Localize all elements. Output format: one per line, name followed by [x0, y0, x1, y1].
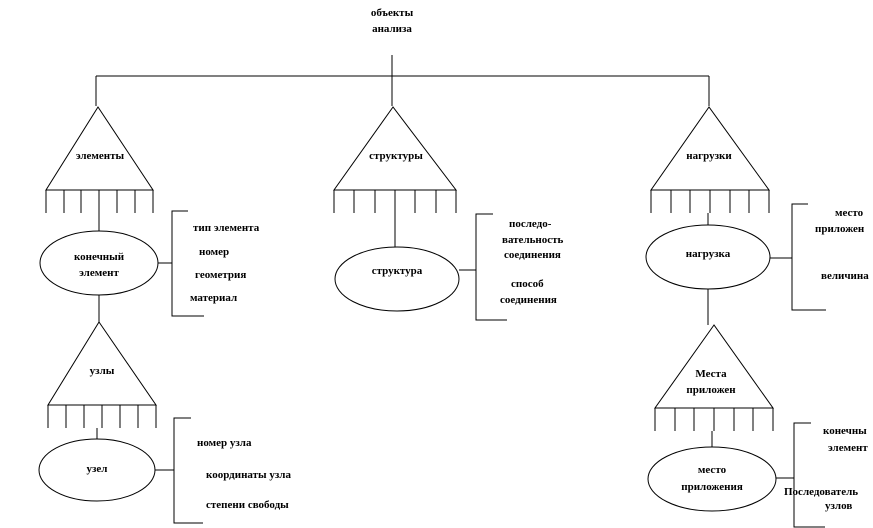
- places-comb: [655, 408, 773, 431]
- places-attr-seq-1: Последователь: [784, 486, 859, 498]
- structures-triangle-label: структуры: [369, 150, 423, 162]
- loads-comb: [651, 190, 769, 213]
- structures-attr-method-1: способ: [511, 278, 544, 290]
- places-attr-seq-2: узлов: [825, 500, 853, 512]
- place-label-line2: приложения: [681, 481, 743, 493]
- elements-attr-material: материал: [190, 292, 238, 304]
- loads-attr-magnitude: величина: [821, 270, 869, 282]
- nodes-comb: [48, 405, 156, 428]
- finite-element-label-line1: конечный: [73, 251, 125, 263]
- root-label-line2: анализа: [372, 23, 412, 35]
- loads-triangle-label: нагрузки: [686, 150, 732, 162]
- places-triangle-label-line1: Места: [695, 368, 727, 380]
- structures-attr-seq-1: последо-: [509, 218, 552, 230]
- nodes-branch: [39, 295, 291, 523]
- elements-attr-number: номер: [199, 246, 230, 258]
- places-attr-fe-1: конечны: [823, 425, 867, 437]
- structures-attr-method-2: соединения: [500, 294, 557, 306]
- places-triangle-label-line2: приложен: [686, 384, 736, 396]
- elements-attr-type: тип элемента: [193, 222, 260, 234]
- nodes-attr-number: номер узла: [197, 437, 252, 449]
- nodes-attr-coordinates: координаты узла: [206, 469, 291, 481]
- load-label: нагрузка: [685, 248, 731, 260]
- elements-triangle: [46, 107, 153, 190]
- node-label: узел: [86, 463, 108, 475]
- structure-label: структура: [371, 265, 423, 277]
- place-label-line1: место: [697, 464, 727, 476]
- structures-comb: [334, 190, 456, 213]
- structures-attr-seq-2: вательность: [502, 234, 564, 246]
- elements-attr-geometry: геометрия: [195, 269, 247, 281]
- structure-ellipse: [335, 247, 459, 311]
- structures-branch: [334, 107, 564, 320]
- loads-attribute-bracket: [792, 204, 826, 310]
- nodes-attribute-bracket: [174, 418, 203, 523]
- elements-triangle-label: элементы: [75, 150, 125, 162]
- places-attribute-bracket: [794, 423, 825, 527]
- finite-element-label-line2: элемент: [79, 267, 119, 279]
- elements-branch: [40, 107, 260, 316]
- structures-attr-seq-3: соединения: [504, 249, 561, 261]
- places-branch: [648, 289, 868, 527]
- root-label-line1: объекты: [370, 7, 414, 19]
- finite-element-ellipse: [40, 231, 158, 295]
- elements-comb: [46, 190, 153, 213]
- loads-triangle: [651, 107, 769, 190]
- loads-branch: [646, 107, 869, 310]
- loads-attr-place-2: приложен: [815, 223, 865, 235]
- place-ellipse: [648, 447, 776, 511]
- loads-attr-place-1: место: [835, 207, 864, 219]
- root-connectors: [96, 55, 709, 106]
- nodes-attr-dof: степени свободы: [206, 499, 289, 511]
- places-attr-fe-2: элемент: [828, 442, 868, 454]
- nodes-triangle-label: узлы: [89, 365, 115, 377]
- nodes-triangle: [48, 322, 156, 405]
- structures-triangle: [334, 107, 456, 190]
